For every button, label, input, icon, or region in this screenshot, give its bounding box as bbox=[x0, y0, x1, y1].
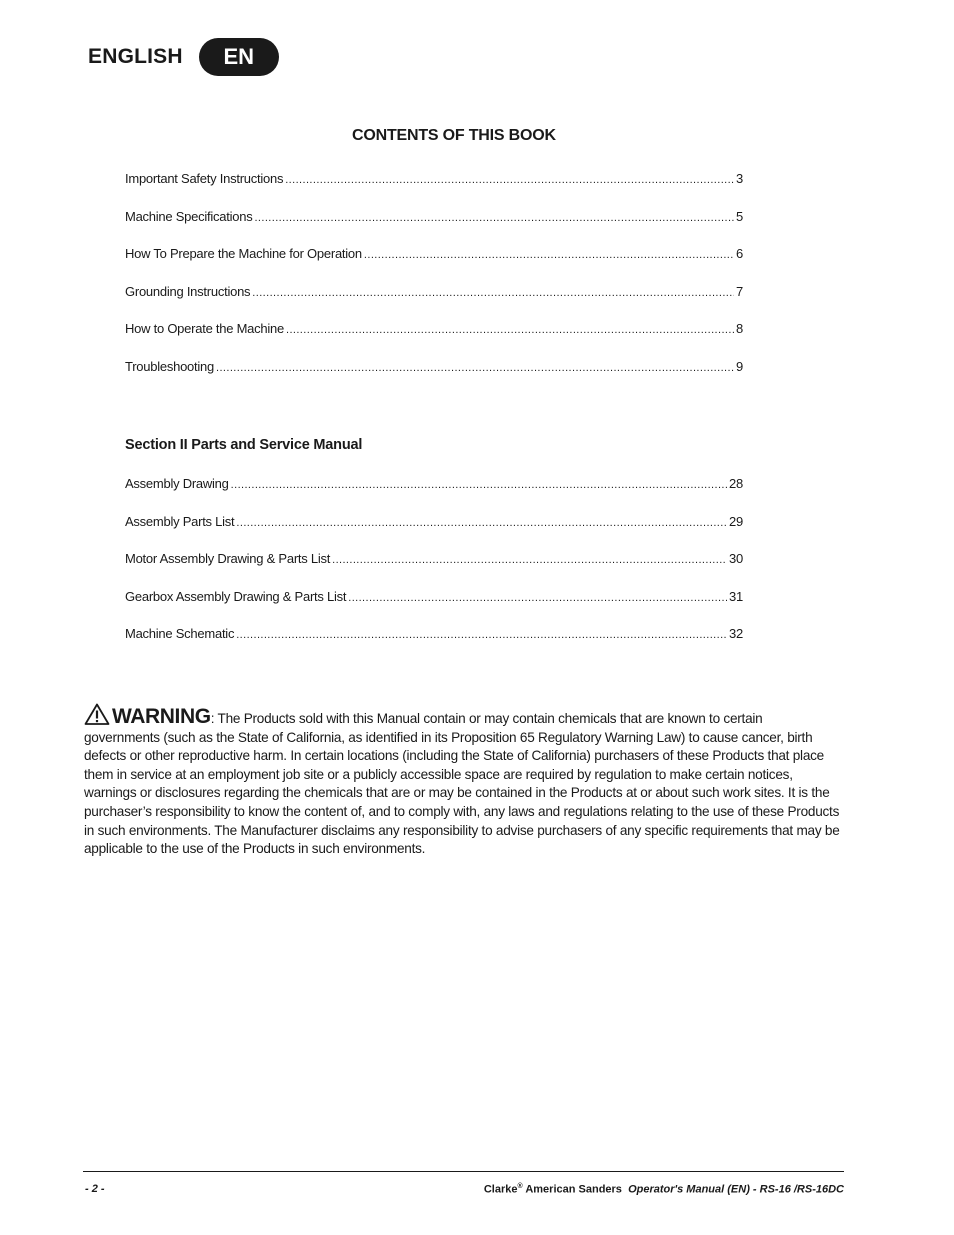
toc-entry-page: 3 bbox=[736, 171, 743, 186]
toc-entry bbox=[125, 589, 743, 605]
toc-leader-dots bbox=[236, 629, 727, 641]
toc-entry-page: 31 bbox=[729, 588, 743, 604]
footer-company: American Sanders bbox=[525, 1183, 622, 1196]
toc-entry-page: 32 bbox=[729, 626, 743, 641]
footer-brand: Clarke bbox=[483, 1183, 518, 1196]
toc-entry-page: 8 bbox=[736, 321, 743, 336]
language-code-badge: EN bbox=[199, 38, 279, 76]
footer-manual-title: Operator's Manual (EN) - RS-16 /RS-16DC bbox=[628, 1183, 844, 1196]
footer-page-number: - 2 - bbox=[85, 1183, 105, 1195]
toc-entry bbox=[125, 551, 743, 567]
footer-manual-info bbox=[484, 1183, 844, 1196]
toc-leader-dots bbox=[236, 517, 727, 529]
toc-entry bbox=[125, 209, 743, 225]
toc-entry-page: 7 bbox=[736, 283, 743, 299]
toc-entry-label: How to Operate the Machine bbox=[125, 321, 284, 336]
footer-divider bbox=[83, 1171, 844, 1172]
toc-entry-label: Machine Schematic bbox=[125, 626, 235, 641]
toc-entry bbox=[125, 359, 743, 375]
toc-leader-dots bbox=[332, 554, 727, 566]
toc-leader-dots bbox=[254, 212, 734, 224]
toc-entry-label: Important Safety Instructions bbox=[125, 171, 284, 186]
warning-heading: WARNING bbox=[112, 705, 211, 728]
toc-leader-dots bbox=[286, 324, 734, 336]
toc-leader-dots bbox=[216, 362, 734, 374]
toc-entry-page: 5 bbox=[736, 208, 743, 224]
toc-entry-label: Motor Assembly Drawing & Parts List bbox=[125, 551, 331, 566]
warning-paragraph bbox=[84, 703, 840, 859]
toc-entry-label: Assembly Drawing bbox=[125, 476, 229, 491]
toc-entry bbox=[125, 476, 743, 492]
toc-entry-page: 9 bbox=[736, 358, 743, 374]
language-label: ENGLISH bbox=[88, 45, 183, 68]
warning-triangle-icon bbox=[84, 703, 110, 725]
toc-leader-dots bbox=[348, 592, 727, 604]
toc-entry bbox=[125, 171, 743, 187]
toc-entry-page: 28 bbox=[729, 476, 743, 491]
toc-entry bbox=[125, 321, 743, 337]
registered-mark: ® bbox=[517, 1183, 523, 1190]
toc-entry-label: Troubleshooting bbox=[125, 358, 214, 374]
toc-entry-page: 6 bbox=[736, 246, 743, 261]
section2-title: Section II Parts and Service Manual bbox=[125, 437, 363, 453]
toc-leader-dots bbox=[231, 479, 727, 491]
toc-entry-label: Gearbox Assembly Drawing & Parts List bbox=[125, 588, 347, 604]
language-header bbox=[88, 38, 279, 76]
toc-entry bbox=[125, 514, 743, 530]
toc-leader-dots bbox=[252, 287, 734, 299]
toc-entry bbox=[125, 626, 743, 642]
toc-entry bbox=[125, 246, 743, 262]
toc-leader-dots bbox=[285, 174, 734, 186]
toc-entry-page: 29 bbox=[729, 513, 743, 529]
warning-text: : The Products sold with this Manual contain or may contain chemicals that are known to certain governments (such as the State of California, as identified in its Proposition 65 Regulatory Warning Law) to cause cancer, birth defects or other reproductive harm. In certain locations (including the State of California) purchasers of these Products that place them in service at an employment job site or a publicly accessible space are required by regulation to make certain notices, warnings or disclosures regarding the chemicals that are or may be contained in the Products at or about such work sites. It is the purchaser’s responsibility to know the content of, and to comply with, any laws and regulations relating to the use of these Products in such environments. The Manufacturer disclaims any responsibility to advise purchasers of any specific requirements that may be applicable to the use of the Products in such environments. bbox=[84, 711, 840, 857]
contents-title: CONTENTS OF THIS BOOK bbox=[352, 127, 556, 144]
toc-entry bbox=[125, 284, 743, 300]
toc-entry-label: Assembly Parts List bbox=[125, 513, 235, 529]
toc-entry-label: How To Prepare the Machine for Operation bbox=[125, 246, 362, 261]
toc-entry-label: Grounding Instructions bbox=[125, 283, 251, 299]
toc-entry-label: Machine Specifications bbox=[125, 208, 253, 224]
toc-entry-page: 30 bbox=[729, 551, 743, 566]
toc-leader-dots bbox=[364, 249, 734, 261]
